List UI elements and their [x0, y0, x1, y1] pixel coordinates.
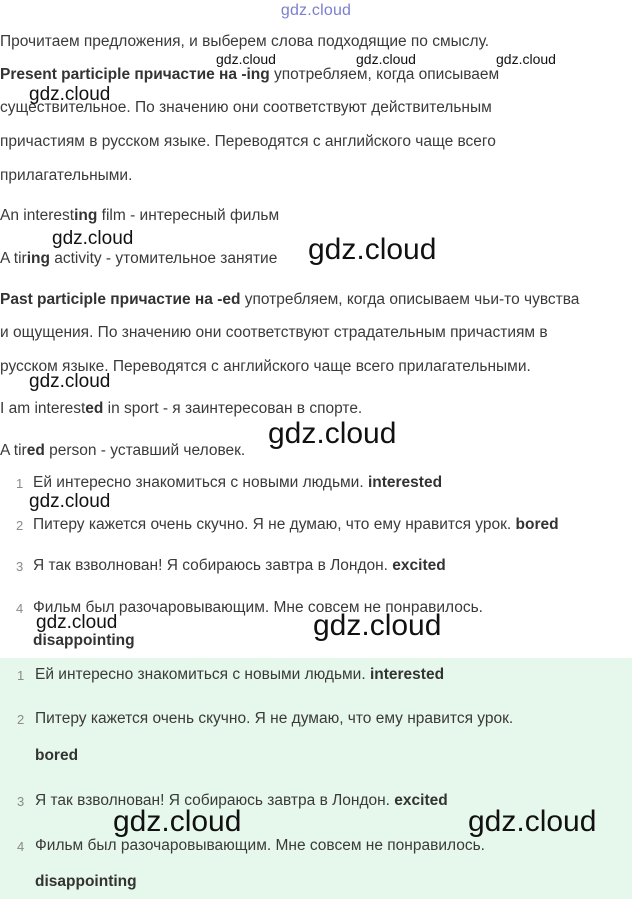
example-part: in sport - я заинтересован в спорте.: [103, 400, 363, 417]
task-text: Я так взволнован! Я собираюсь завтра в Лондон.: [33, 557, 393, 574]
watermark: gdz.cloud: [36, 612, 118, 633]
answer-word: bored: [35, 747, 79, 764]
answer-item: Фильм был разочаровывающим. Мне совсем не понравилось.: [35, 837, 485, 854]
rule-text: и ощущения. По значению они соответствуют страдательным причастиям в: [0, 324, 548, 341]
task-answer: bored: [515, 516, 559, 533]
task-number: 2: [16, 518, 24, 533]
example-ing: [0, 250, 277, 268]
watermark: gdz.cloud: [29, 491, 111, 512]
rule-text: употребляем, когда описываем чьи-то чувства: [240, 291, 580, 308]
example-ing: [0, 207, 279, 225]
rule-text: существительное. По значению они соответствуют действительным: [0, 99, 492, 116]
rule-text: русском языке. Переводятся с английского чаще всего прилагательными.: [0, 358, 531, 375]
task-item: Фильм был разочаровывающим. Мне совсем не понравилось.: [33, 599, 483, 616]
watermark: gdz.cloud: [29, 371, 111, 392]
watermark: gdz.cloud: [313, 609, 442, 642]
past-participle-rule: [0, 291, 579, 309]
watermark: gdz.cloud: [216, 51, 276, 67]
example-ed: [0, 400, 362, 418]
rule-text: употребляем, когда описываем: [269, 66, 500, 83]
example-suffix: ed: [85, 400, 104, 417]
example-part: A tir: [0, 250, 27, 267]
rule-text: причастиям в русском языке. Переводятся с английского чаще всего: [0, 133, 496, 150]
task-item: [33, 557, 446, 575]
example-suffix: ing: [74, 207, 98, 224]
task-text: Питеру кажется очень скучно. Я не думаю, что ему нравится урок.: [33, 516, 516, 533]
present-participle-rule: [0, 66, 499, 84]
watermark: gdz.cloud: [496, 51, 556, 67]
answer-text: Ей интересно знакомиться с новыми людьми.: [35, 666, 370, 683]
past-participle-term: Past participle причастие на -ed: [0, 291, 241, 308]
task-answer: interested: [367, 474, 443, 491]
watermark: gdz.cloud: [468, 805, 597, 838]
answer-text: Я так взволнован! Я собираюсь завтра в Лондон.: [35, 792, 395, 809]
answer-number: 2: [17, 712, 25, 727]
answer-word: excited: [394, 792, 448, 809]
watermark: gdz.cloud: [113, 805, 242, 838]
present-participle-term: Present participle причастие на -ing: [0, 66, 270, 83]
task-number: 3: [16, 559, 24, 574]
answer-item: [35, 666, 444, 684]
answer-word: disappointing: [35, 873, 137, 890]
answer-item: Питеру кажется очень скучно. Я не думаю, что ему нравится урок.: [35, 710, 514, 727]
watermark: gdz.cloud: [29, 84, 111, 105]
task-item: [33, 516, 559, 534]
task-item: [33, 474, 442, 492]
task-number: 4: [16, 601, 24, 616]
watermark: gdz.cloud: [52, 228, 134, 249]
example-part: I am interest: [0, 400, 86, 417]
task-number: 1: [16, 476, 24, 491]
answer-number: 1: [17, 668, 25, 683]
rule-text: прилагательными.: [0, 167, 133, 184]
example-suffix: ed: [26, 442, 45, 459]
example-ed: [0, 442, 245, 460]
example-suffix: ing: [26, 250, 50, 267]
intro-line: Прочитаем предложения, и выберем слова подходящие по смыслу.: [0, 33, 490, 50]
task-answer: disappointing: [33, 632, 135, 649]
watermark: gdz.cloud: [356, 51, 416, 67]
answer-word: interested: [369, 666, 445, 683]
answer-panel: [0, 658, 632, 899]
example-part: activity - утомительное занятие: [49, 250, 278, 267]
watermark: gdz.cloud: [308, 233, 437, 266]
answer-number: 3: [17, 794, 25, 809]
task-answer: excited: [392, 557, 446, 574]
site-logo[interactable]: gdz.cloud: [280, 2, 352, 19]
example-part: person - уставший человек.: [44, 442, 246, 459]
task-text: Ей интересно знакомиться с новыми людьми.: [33, 474, 368, 491]
example-part: An interest: [0, 207, 75, 224]
watermark: gdz.cloud: [268, 417, 397, 450]
answer-number: 4: [17, 839, 25, 854]
example-part: A tir: [0, 442, 27, 459]
example-part: film - интересный фильм: [97, 207, 280, 224]
